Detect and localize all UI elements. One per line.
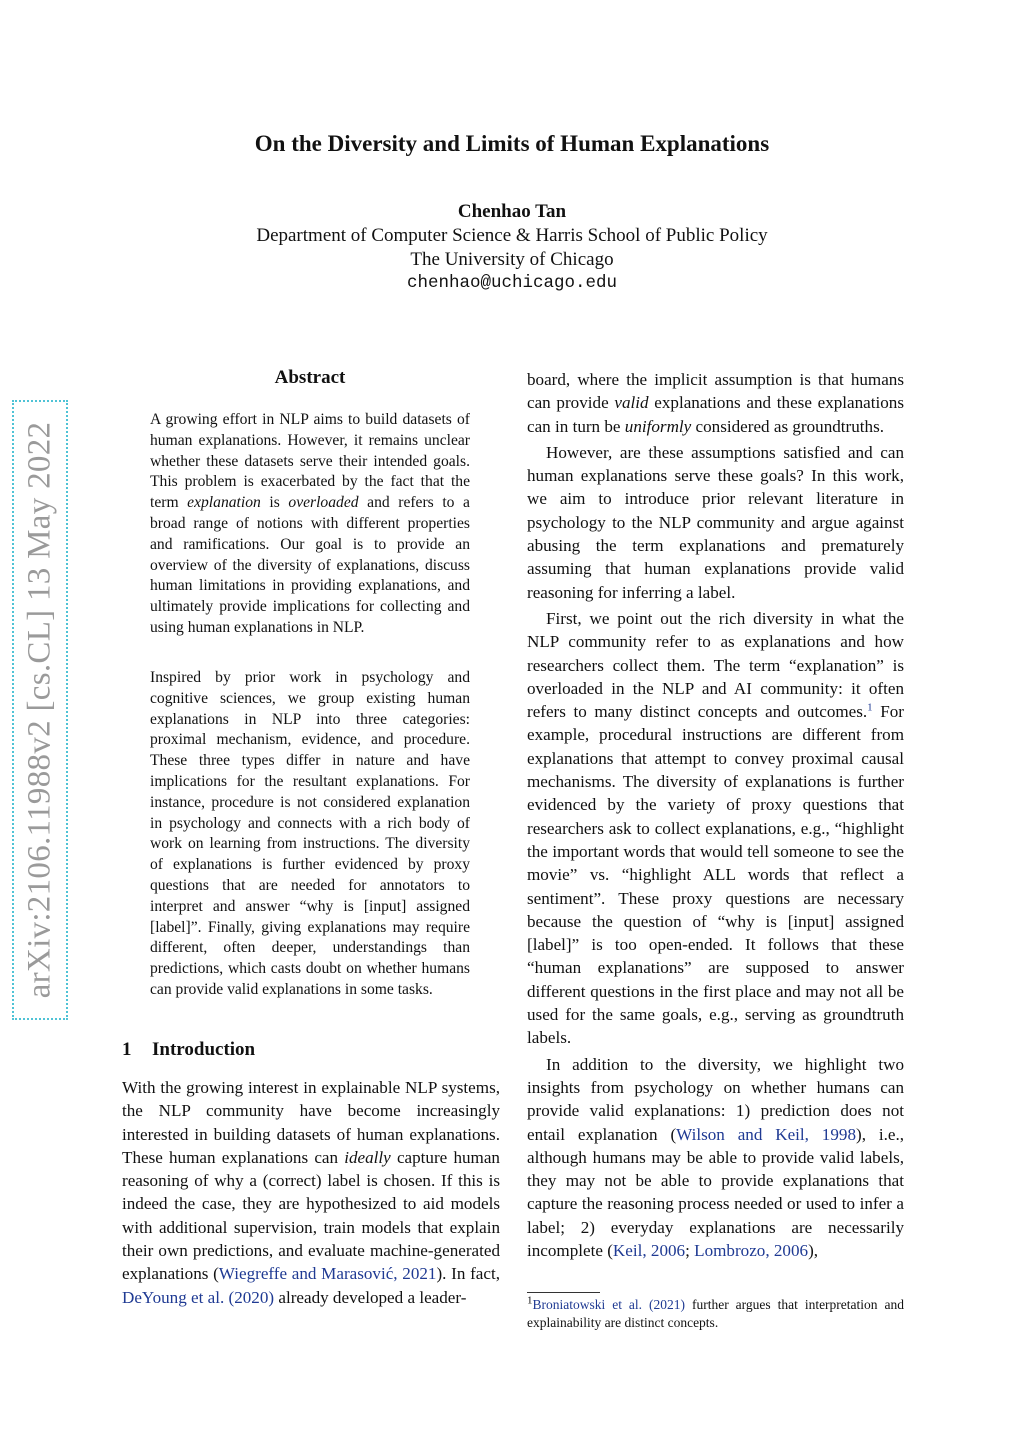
abstract-paragraph-2: Inspired by prior work in psychology and cognitive sciences, we group existing human explanations in NLP into three categories: proximal mechanism, evidence, and procedure. These three types differ in nature and have implications for the resultant explanations. For instance, procedure is not considered explanation in psychology and connects with a rich body of work on learning from instructions. The diversity of explanations is further evidenced by proxy questions that are needed for annotators to interpret and answer “why is [input] assigned [label]”. Finally, giving explanations may require different, often deeper, understandings than predictions, which casts doubt on whether humans can provide valid explanations in some tasks. bbox=[150, 669, 470, 998]
abstract-paragraph-1: A growing effort in NLP aims to build datasets of human explanations. However, it remains unclear whether these datasets serve their intended goals. This problem is exacerbated by the fact that the term explanation is overloaded and refers to a broad range of notions with different properties and ramifications. Our goal is to provide an overview of the diversity of explanations, discuss human limitations in providing explanations, and ultimately provide implications for collecting and using human explanations in NLP. bbox=[150, 411, 470, 636]
citation-link-wilson[interactable]: Wilson and Keil, 1998 bbox=[676, 1124, 856, 1144]
author-email[interactable]: chenhao@uchicago.edu bbox=[406, 273, 618, 293]
paragraph-diversity: First, we point out the rich diversity in what the NLP community refer to as explanations and how researchers collect them. The term “explanation” is overloaded in the NLP and AI community: it often refers to many distinct concepts and outcomes.$^1$ For example, procedural instructions are different from explanations that attempt to convey proximal causal mechanisms. The diversity of explanations is further evidenced by the variety of proxy questions that researchers ask to collect explanations, e.g., “highlight the important words that would tell someone to see the movie” vs. “highlight ALL words that reflect a sentiment”. These proxy questions are necessary because the question of “why is [input] assigned [label]” is too open-ended. It follows that these “human explanations” are supposed to answer different questions in the first place and may not all be used for the same goals, e.g., serving as groundtruth labels. bbox=[527, 608, 904, 1048]
abstract-heading: Abstract bbox=[274, 367, 346, 388]
footnote-number: 1 bbox=[527, 1294, 533, 1307]
section-number: 1 bbox=[122, 1039, 132, 1060]
introduction-paragraph-1: With the growing interest in explainable NLP systems, the NLP community have become increasingly interested in building datasets of human explanations. These human explanations can ideally capture human reasoning of why a (correct) label is chosen. If this is indeed the case, they are hypothesized to aid models with additional supervision, train models that explain their own predictions, and evaluate machine-generated explanations (Wiegreffe and Marasović, 2021). In fact, DeYoung et al. (2020) already developed a leader- bbox=[122, 1078, 500, 1307]
right-column-body bbox=[527, 368, 904, 1262]
citation-link-broniatowski[interactable]: Broniatowski et al. (2021) bbox=[532, 1297, 685, 1312]
citation-link-keil[interactable]: Keil, 2006 bbox=[612, 1240, 686, 1260]
arxiv-identifier[interactable]: arXiv:2106.11988v2 [cs.CL] 13 May 2022 bbox=[21, 421, 58, 999]
citation-link-wiegreffe[interactable]: Wiegreffe and Marasović, 2021 bbox=[218, 1264, 437, 1284]
section-title: Introduction bbox=[152, 1039, 256, 1060]
author-name: Chenhao Tan bbox=[457, 201, 567, 222]
arxiv-sidebar[interactable] bbox=[12, 400, 68, 1020]
footnote: $^1$Broniatowski et al. (2021) further argues that interpretation and explainability are distinct concepts. bbox=[527, 1294, 904, 1330]
footnote-marker[interactable]: 1 bbox=[867, 701, 873, 714]
paragraph-assumptions: However, are these assumptions satisfied and can human explanations serve these goals? In this work, we aim to introduce prior relevant literature in psychology to the NLP community and argue against abusing the term explanations and prematurely assuming that human explanations provide valid reasoning for inferring a label. bbox=[527, 442, 904, 602]
section-heading-introduction bbox=[122, 1039, 255, 1061]
footnote-divider bbox=[527, 1292, 600, 1293]
citation-link-deyoung[interactable]: DeYoung et al. (2020) bbox=[122, 1287, 275, 1307]
paragraph-continuation: board, where the implicit assumption is that humans can provide valid explanations and these explanations can in turn be uniformly considered as groundtruths. bbox=[527, 370, 905, 436]
paper-title: On the Diversity and Limits of Human Explanations bbox=[254, 131, 770, 156]
citation-link-lombrozo[interactable]: Lombrozo, 2006 bbox=[694, 1240, 809, 1260]
affiliation-university: The University of Chicago bbox=[410, 249, 614, 270]
affiliation-department: Department of Computer Science & Harris School of Public Policy bbox=[256, 225, 768, 246]
paragraph-insights: In addition to the diversity, we highlight two insights from psychology on whether humans can provide valid explanations: 1) prediction does not entail explanation (Wilson and Keil, 1998), i.e., although humans may be able to provide valid labels, they may not be able to provide explanations that capture the reasoning process needed or used to infer a label; 2) everyday explanations are necessarily incomplete (Keil, 2006; Lombrozo, 2006), bbox=[527, 1054, 904, 1260]
